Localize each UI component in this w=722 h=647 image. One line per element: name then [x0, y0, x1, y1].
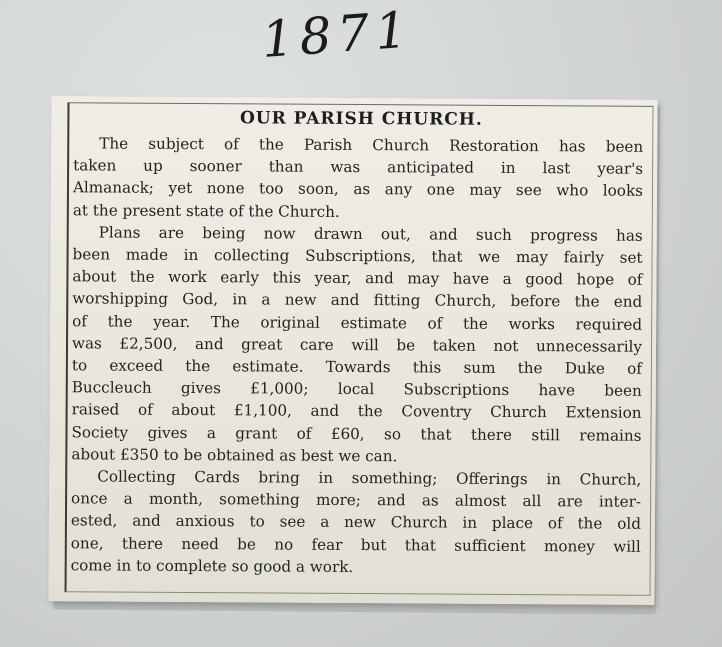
handwritten-year: 1871: [259, 0, 415, 69]
newspaper-clipping: [48, 96, 657, 605]
article-paragraph-2: [71, 221, 642, 469]
article-line: taken up sooner than was anticipated in last year's: [73, 156, 644, 178]
article-line: raised of about £1,100, and the Coventry Church Extension: [71, 400, 642, 423]
article-line: Society gives a grant of £60, so that there still remains: [71, 422, 642, 445]
article-paragraph-1: [73, 132, 644, 224]
article-line: one, there need be no fear but that sufficient money will: [70, 533, 641, 556]
article-line: ested, and anxious to see a new Church in place of the old: [70, 511, 641, 534]
article-body: [71, 132, 644, 580]
article-paragraph-3: [71, 465, 642, 579]
article-line: was £2,500, and great care will be taken not unnecessarily: [71, 334, 643, 356]
article-line: to exceed the estimate. Towards this sum the Duke of: [71, 356, 642, 378]
article-line: Buccleuch gives £1,000; local Subscriptions have been: [71, 378, 642, 400]
article-line: Collecting Cards bring in something; Offerings in Church,: [97, 467, 642, 489]
article-line: at the present state of the Church.: [72, 200, 340, 221]
article-title: OUR PARISH CHURCH.: [239, 108, 483, 130]
article-line: The subject of the Parish Church Restoration has been: [99, 134, 644, 156]
article-line: Almanack; yet none too soon, as any one may see who looks: [72, 178, 644, 201]
article-line: about the work early this year, and may have a good hope of: [72, 267, 643, 289]
article-line: of the year. The original estimate of the works required: [72, 311, 643, 334]
article-line: Plans are being now drawn out, and such progress has: [98, 223, 643, 245]
article-line: worshipping God, in a new and fitting Church, before the end: [72, 289, 643, 312]
article-line: once a month, something more; and as almost all are inter-: [71, 489, 642, 512]
article-line: come in to complete so good a work.: [70, 556, 354, 576]
article-line: been made in collecting Subscriptions, that we may fairly set: [72, 245, 643, 267]
article-line: about £350 to be obtained as best we can.: [71, 445, 398, 466]
